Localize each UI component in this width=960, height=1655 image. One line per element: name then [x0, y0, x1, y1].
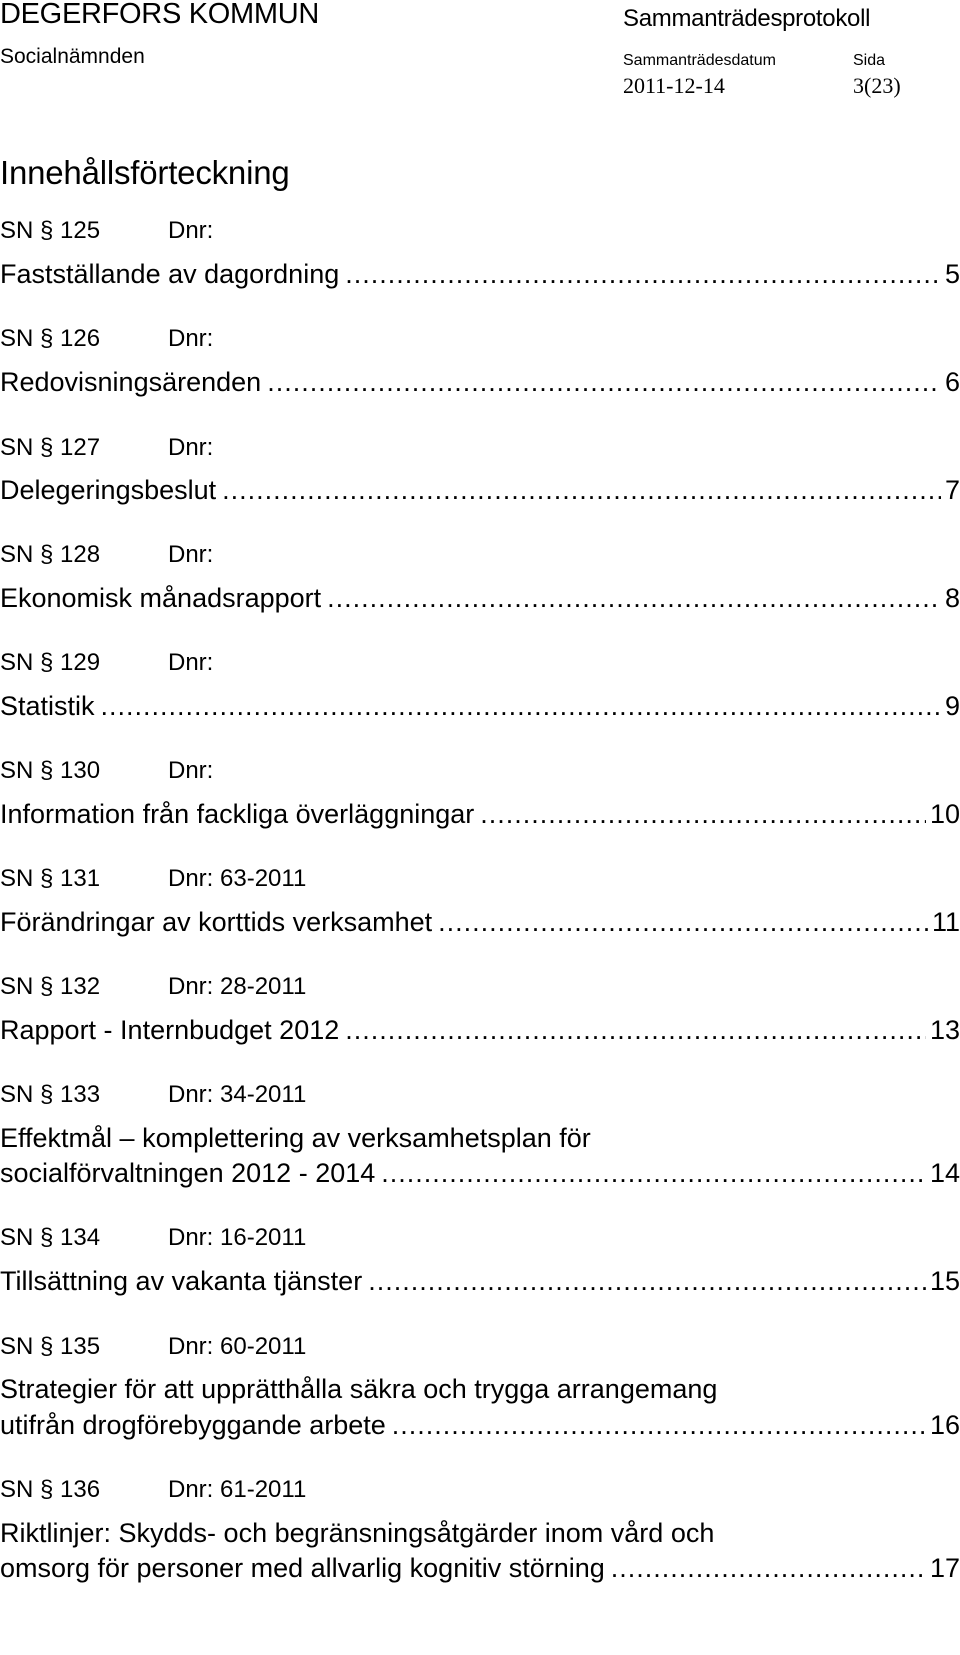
- toc-entry-page: 16: [929, 1410, 960, 1440]
- toc-entry-dnr: Dnr:: [168, 757, 214, 784]
- toc-entry-link[interactable]: [0, 691, 960, 725]
- toc-entry-page: 15: [929, 1266, 960, 1296]
- department-name: Socialnämnden: [0, 45, 145, 68]
- toc-entry-link[interactable]: [0, 367, 960, 401]
- toc-entry-sn: SN § 136: [0, 1476, 101, 1503]
- dot-leader: [392, 1410, 926, 1441]
- toc-entry-link[interactable]: [0, 583, 960, 617]
- dot-leader: [327, 583, 941, 614]
- dot-leader: [222, 475, 941, 506]
- toc-entry-link[interactable]: [0, 1015, 960, 1049]
- dot-leader: [345, 1015, 926, 1046]
- toc-entry-link[interactable]: [0, 799, 960, 833]
- organization-name: DEGERFORS KOMMUN: [0, 0, 320, 30]
- toc-entry-sn: SN § 128: [0, 541, 101, 568]
- toc-entry-sn: SN § 133: [0, 1081, 101, 1108]
- toc-entry-dnr: Dnr: 34-2011: [168, 1081, 307, 1108]
- dot-leader: [345, 259, 941, 290]
- meeting-date-value: 2011-12-14: [623, 73, 725, 98]
- toc-entry-link[interactable]: [0, 907, 960, 941]
- toc-entry-link[interactable]: [0, 1158, 960, 1192]
- dot-leader: [611, 1553, 926, 1584]
- toc-entry-sn: SN § 125: [0, 217, 101, 244]
- toc-entry-link[interactable]: [0, 1266, 960, 1300]
- toc-entry-sn: SN § 129: [0, 649, 101, 676]
- toc-entry-title: Tillsättning av vakanta tjänster: [0, 1266, 363, 1296]
- toc-entry-link[interactable]: [0, 1553, 960, 1587]
- toc-entry-link[interactable]: [0, 475, 960, 509]
- dot-leader: [438, 907, 928, 938]
- toc-entry-link[interactable]: [0, 1410, 960, 1444]
- toc-entry-page: 13: [929, 1015, 960, 1045]
- toc-entry-dnr: Dnr:: [168, 541, 214, 568]
- toc-entry-title: Redovisningsärenden: [0, 367, 262, 397]
- toc-entry-page: 8: [944, 583, 960, 613]
- toc-entry-page: 6: [944, 367, 960, 397]
- toc-entry-dnr: Dnr: 60-2011: [168, 1333, 307, 1360]
- toc-entry-title: Statistik: [0, 691, 95, 721]
- toc-entry-dnr: Dnr:: [168, 649, 214, 676]
- dot-leader: [480, 799, 926, 830]
- document-header: [0, 0, 960, 120]
- toc-entry-dnr: Dnr: 16-2011: [168, 1224, 307, 1251]
- page-number-value: 3(23): [853, 73, 901, 98]
- toc-entry-title-line1: Strategier för att upprätthålla säkra och trygga arrangemang: [0, 1374, 718, 1404]
- toc-entry-sn: SN § 131: [0, 865, 101, 892]
- toc-entry-page: 7: [944, 475, 960, 505]
- toc-entry-sn: SN § 126: [0, 325, 101, 352]
- toc-entry-title-line1: Riktlinjer: Skydds- och begränsningsåtgärder inom vård och: [0, 1518, 715, 1548]
- toc-entry-dnr: Dnr: 61-2011: [168, 1476, 307, 1503]
- toc-entry-title: Fastställande av dagordning: [0, 259, 340, 289]
- document-type: Sammanträdesprotokoll: [623, 5, 871, 32]
- toc-entry-sn: SN § 134: [0, 1224, 101, 1251]
- dot-leader: [368, 1266, 926, 1297]
- toc-title: Innehållsförteckning: [0, 154, 290, 191]
- toc-entry-sn: SN § 132: [0, 973, 101, 1000]
- toc-entry-title: Ekonomisk månadsrapport: [0, 583, 322, 613]
- toc-entry-title: socialförvaltningen 2012 - 2014: [0, 1158, 376, 1188]
- toc-entry-title: Rapport - Internbudget 2012: [0, 1015, 340, 1045]
- toc-entry-title: omsorg för personer med allvarlig kognitiv störning: [0, 1553, 605, 1583]
- page-label: Sida: [853, 52, 886, 69]
- toc-entry-title-line1: Effektmål – komplettering av verksamhetsplan för: [0, 1123, 591, 1153]
- toc-entry-page: 14: [929, 1158, 960, 1188]
- toc-entry-title: Information från fackliga överläggningar: [0, 799, 475, 829]
- toc-entry-link[interactable]: [0, 259, 960, 293]
- toc-entry-dnr: Dnr:: [168, 325, 214, 352]
- toc-entry-title: Delegeringsbeslut: [0, 475, 217, 505]
- toc-entry-title: Förändringar av korttids verksamhet: [0, 907, 433, 937]
- toc-entry-dnr: Dnr: 63-2011: [168, 865, 307, 892]
- toc-entry-dnr: Dnr:: [168, 434, 214, 461]
- toc-entry-title: utifrån drogförebyggande arbete: [0, 1410, 386, 1440]
- toc-entry-sn: SN § 130: [0, 757, 101, 784]
- toc-entry-page: 10: [929, 799, 960, 829]
- dot-leader: [267, 367, 941, 398]
- toc-entry-page: 17: [929, 1553, 960, 1583]
- toc-entry-sn: SN § 135: [0, 1333, 101, 1360]
- meeting-date-label: Sammanträdesdatum: [623, 52, 776, 69]
- toc-entry-page: 11: [931, 907, 960, 937]
- toc-entry-sn: SN § 127: [0, 434, 101, 461]
- toc-entry-page: 9: [944, 691, 960, 721]
- toc-entry-page: 5: [944, 259, 960, 289]
- toc-entry-dnr: Dnr:: [168, 217, 214, 244]
- dot-leader: [381, 1158, 926, 1189]
- dot-leader: [101, 691, 941, 722]
- toc-entry-dnr: Dnr: 28-2011: [168, 973, 307, 1000]
